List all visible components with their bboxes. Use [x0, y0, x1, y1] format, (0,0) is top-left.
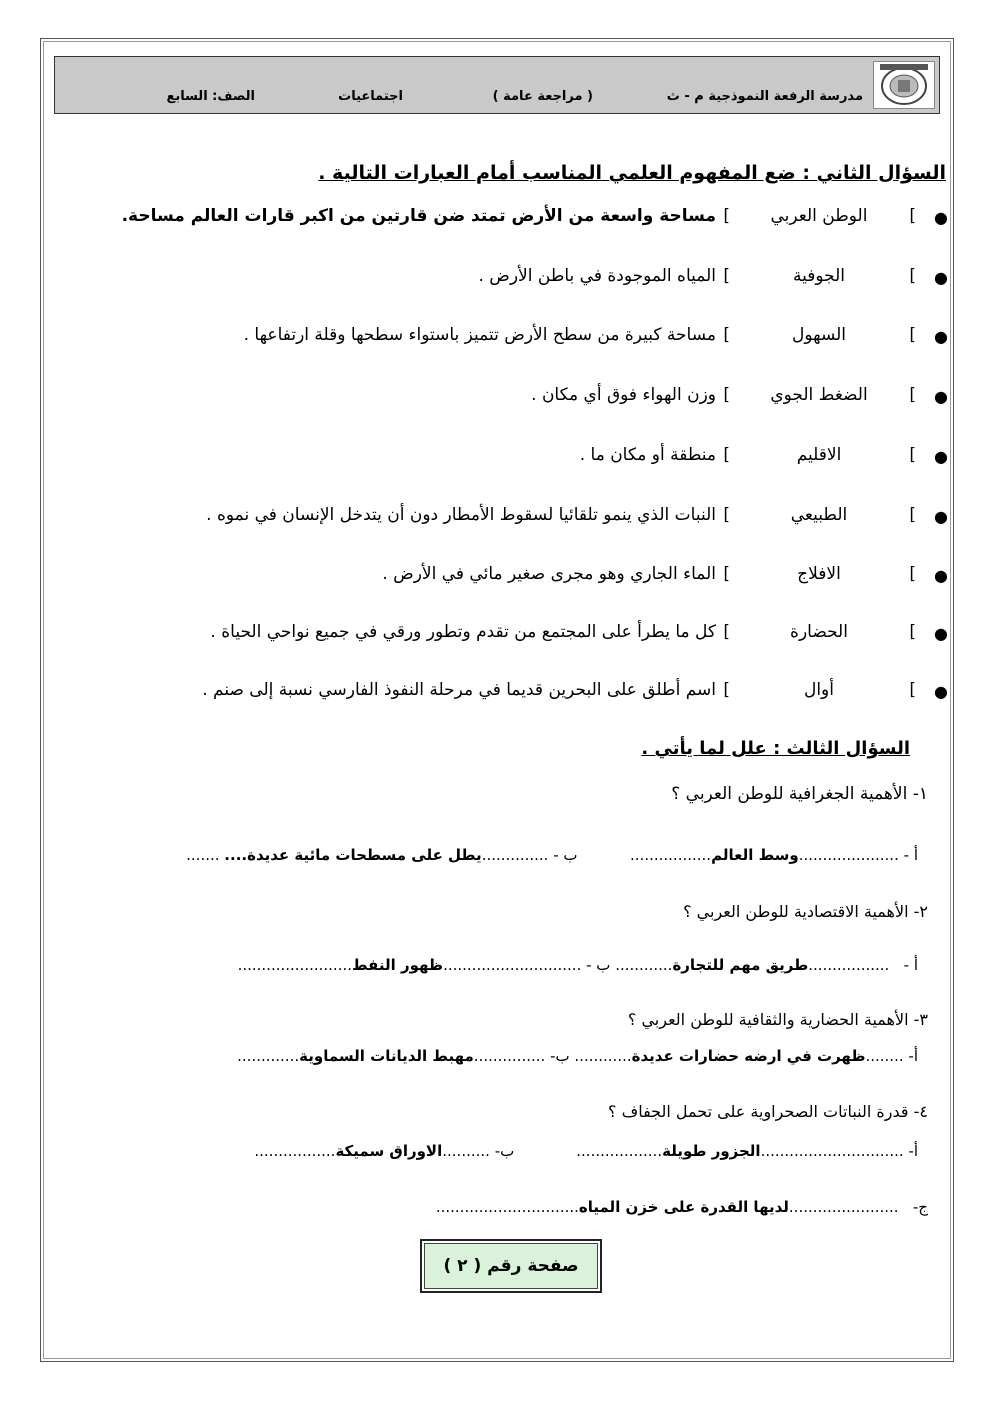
header-bar — [54, 56, 940, 114]
list-item: ● ] الحضارة ] كل ما يطرأ على المجتمع من تقدم وتطور ورقي في جميع نواحي الحياة . — [210, 622, 948, 643]
bullet-icon: ● — [934, 447, 948, 466]
list-item: ● ] الافلاج ] الماء الجاري وهو مجرى صغير مائي في الأرض . — [382, 564, 948, 585]
answer: لديها القدرة على خزن المياه — [578, 1198, 789, 1216]
term: الضغط الجوي — [770, 385, 868, 405]
subject-label: اجتماعيات — [338, 89, 403, 104]
grade-label: الصف: السابع — [166, 89, 255, 104]
answer-line: أ- ..............................الجزور طويلة.................. ب- ..........الاوراق سميكة................. — [254, 1142, 918, 1160]
term: أوال — [803, 680, 834, 700]
answer: ظهور النفط — [352, 956, 444, 974]
answer-line: أ- ........ظهرت في ارضه حضارات عديدة............ ب- ...............مهبط الديانات السماوية............. — [237, 1047, 918, 1065]
list-item: ● ] السهول ] مساحة كبيرة من سطح الأرض تتميز باستواء سطحها وقلة ارتفاعها . — [243, 325, 948, 346]
answer: يطل على مسطحات مائية عديدة — [247, 846, 482, 864]
bullet-icon: ● — [934, 327, 948, 346]
answer-line: أ - .................طريق مهم للتجارة............ ب - .............................ظهور النفط........................ — [237, 956, 918, 974]
term: الحضارة — [790, 622, 848, 642]
definition: الماء الجاري وهو مجرى صغير مائي في الأرض . — [382, 564, 716, 584]
answer: الاوراق سميكة — [335, 1142, 443, 1160]
definition: النبات الذي ينمو تلقائيا لسقوط الأمطار دون أن يتدخل الإنسان في نموه . — [206, 505, 716, 525]
bullet-icon: ● — [934, 682, 948, 701]
definition: المياه الموجودة في باطن الأرض . — [478, 266, 716, 286]
list-item: ● ] الاقليم ] منطقة أو مكان ما . — [579, 445, 948, 466]
bullet-icon: ● — [934, 566, 948, 585]
answer-line: أ - .....................وسط العالم................. ب - ..............يطل على مسطحات مائية عديدة.... ....... — [186, 846, 918, 864]
question-3-item-1: ١- الأهمية الجغرافية للوطن العربي ؟ — [671, 784, 928, 804]
bullet-icon: ● — [934, 268, 948, 287]
term: الوطن العربي — [770, 206, 868, 226]
bullet-icon: ● — [934, 208, 948, 227]
term: الطبيعي — [790, 505, 848, 525]
definition: وزن الهواء فوق أي مكان . — [531, 385, 716, 405]
page-number-box — [420, 1239, 602, 1293]
page-number: صفحة رقم ( ٢ ) — [443, 1256, 579, 1276]
term: الافلاج — [797, 564, 841, 584]
answer-line: ج- .......................لديها القدرة على خزن المياه.............................. — [435, 1198, 928, 1216]
list-item: ● ] الوطن العربي ] مساحة واسعة من الأرض تمتد ضن قارتين من اكبر قارات العالم مساحة. — [121, 206, 948, 227]
answer: طريق مهم للتجارة — [672, 956, 809, 974]
school-name: مدرسة الرفعة النموذجية م - ث — [666, 89, 863, 104]
definition: منطقة أو مكان ما . — [579, 445, 716, 465]
bullet-icon: ● — [934, 387, 948, 406]
question-3-title: السؤال الثالث : علل لما يأتي . — [641, 738, 910, 759]
answer: الجزور طويلة — [662, 1142, 761, 1160]
list-item: ● ] الطبيعي ] النبات الذي ينمو تلقائيا لسقوط الأمطار دون أن يتدخل الإنسان في نموه . — [206, 505, 948, 526]
review-label: ( مراجعة عامة ) — [492, 89, 593, 104]
answer: وسط العالم — [711, 846, 799, 864]
definition: مساحة كبيرة من سطح الأرض تتميز باستواء سطحها وقلة ارتفاعها . — [243, 325, 716, 345]
school-logo — [873, 61, 935, 109]
answer: مهبط الديانات السماوية — [299, 1047, 474, 1065]
term: السهول — [791, 325, 847, 345]
definition: كل ما يطرأ على المجتمع من تقدم وتطور ورقي في جميع نواحي الحياة . — [210, 622, 716, 642]
list-item: ● ] الجوفية ] المياه الموجودة في باطن الأرض . — [478, 266, 948, 287]
bullet-icon: ● — [934, 507, 948, 526]
list-item: ● ] أوال ] اسم أطلق على البحرين قديما في مرحلة النفوذ الفارسي نسبة إلى صنم . — [202, 680, 948, 701]
list-item: ● ] الضغط الجوي ] وزن الهواء فوق أي مكان . — [531, 385, 948, 406]
bullet-icon: ● — [934, 624, 948, 643]
term: الاقليم — [796, 445, 842, 465]
term: الجوفية — [792, 266, 846, 286]
question-2-title: السؤال الثاني : ضع المفهوم العلمي المناسب أمام العبارات التالية . — [318, 162, 946, 184]
question-3-item-4: ٤- قدرة النباتات الصحراوية على تحمل الجفاف ؟ — [608, 1102, 928, 1121]
question-3-item-3: ٣- الأهمية الحضارية والثقافية للوطن العربي ؟ — [627, 1010, 928, 1029]
definition: مساحة واسعة من الأرض تمتد ضن قارتين من اكبر قارات العالم مساحة. — [121, 206, 716, 226]
definition: اسم أطلق على البحرين قديما في مرحلة النفوذ الفارسي نسبة إلى صنم . — [202, 680, 716, 700]
question-3-item-2: ٢- الأهمية الاقتصادية للوطن العربي ؟ — [683, 902, 928, 921]
answer: ظهرت في ارضه حضارات عديدة — [631, 1047, 866, 1065]
